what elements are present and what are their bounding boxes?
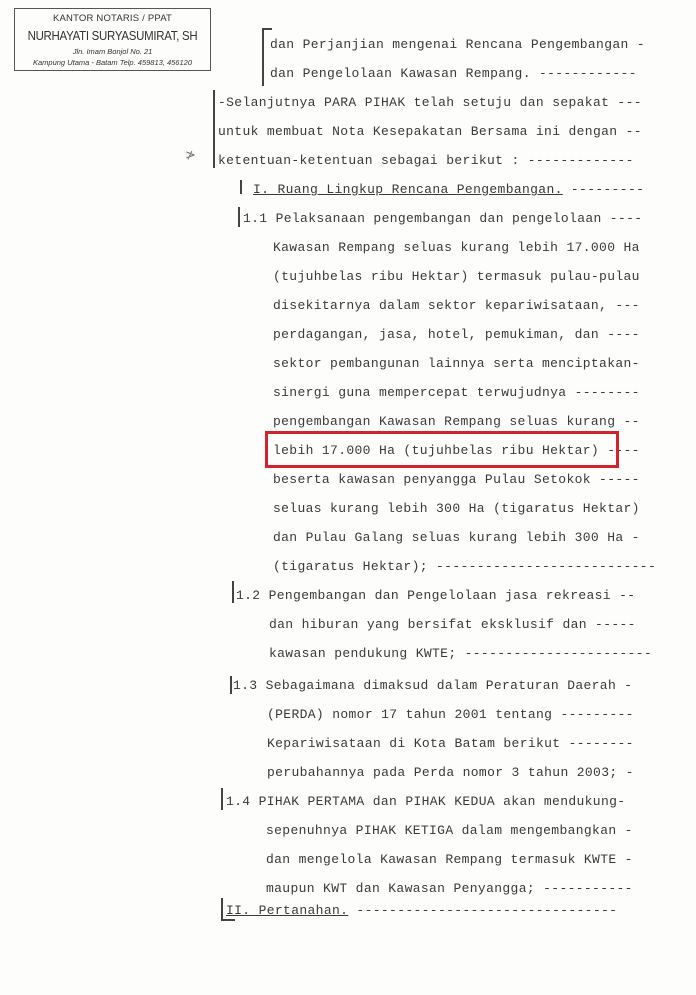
margin-bar-section-2 [221,898,223,920]
clause-1-1-line-1: 1.1 Pelaksanaan pengembangan dan pengelolaan ---- [243,211,643,226]
clause-1-2-line-1: 1.2 Pengembangan dan Pengelolaan jasa rekreasi -- [236,588,636,603]
clause-1-1-line-3: (tujuhbelas ribu Hektar) termasuk pulau-pulau [273,269,640,284]
clause-1-1-line-4: disekitarnya dalam sektor kepariwisataan, --- [273,298,640,313]
stamp-notary-name: NURHAYATI SURYASUMIRAT, SH [27,28,198,43]
stamp-contact: Kampung Utama - Batam Telp. 459813, 456120 [33,58,192,67]
clause-1-3-line-4: perubahannya pada Perda nomor 3 tahun 2003; - [267,765,634,780]
clause-1-2-line-3: kawasan pendukung KWTE; ----------------------- [269,646,653,661]
clause-1-4-line-4: maupun KWT dan Kawasan Penyangga; ----------- [266,881,633,896]
clause-1-1-line-7: sinergi guna mempercepat terwujudnya -------- [273,385,640,400]
notary-stamp [14,8,211,71]
clause-1-4-line-1: 1.4 PIHAK PERTAMA dan PIHAK KEDUA akan mendukung- [226,794,626,809]
margin-tick-top [262,28,272,30]
margin-tick-section-2 [221,919,235,921]
highlight-annotation-box [265,431,619,468]
margin-bar-1-2 [232,581,234,603]
clause-1-1-line-13: (tigaratus Hektar); --------------------------- [273,559,657,574]
section-2-fill: -------------------------------- [348,903,618,918]
clause-1-1-line-6: sektor pembangunan lainnya serta menciptakan- [273,356,640,371]
clause-1-1-line-11: seluas kurang lebih 300 Ha (tigaratus Hektar) [273,501,640,516]
margin-bar-top [262,28,264,86]
doc-line-03: -Selanjutnya PARA PIHAK telah setuju dan sepakat --- [218,95,642,110]
margin-bar-paragraph [213,90,215,168]
clause-1-3-line-2: (PERDA) nomor 17 tahun 2001 tentang --------- [267,707,634,722]
section-2-heading [226,903,617,919]
clause-1-3-line-1: 1.3 Sebagaimana dimaksud dalam Peraturan Daerah - [233,678,633,693]
clause-1-3-line-3: Kepariwisataan di Kota Batam berikut -------- [267,736,634,751]
margin-bar-1-1 [238,207,240,227]
section-1-heading [253,182,644,198]
clause-1-1-line-9: lebih 17.000 Ha (tujuhbelas ribu Hektar) ---- [273,443,640,458]
clause-1-1-line-8: pengembangan Kawasan Rempang seluas kurang -- [273,414,640,429]
stamp-office-title: KANTOR NOTARIS / PPAT [52,13,173,24]
section-1-title: I. Ruang Lingkup Rencana Pengembangan. [253,182,563,197]
margin-scribble-mark: ≯ [185,148,196,163]
doc-line-04: untuk membuat Nota Kesepakatan Bersama ini dengan -- [218,124,642,139]
clause-1-4-line-3: dan mengelola Kawasan Rempang termasuk KWTE - [266,852,633,867]
clause-1-1-line-5: perdagangan, jasa, hotel, pemukiman, dan ---- [273,327,640,342]
stamp-address: Jln. Imam Bonjol No. 21 [72,47,153,56]
margin-bar-1-4 [221,788,223,810]
doc-line-05: ketentuan-ketentuan sebagai berikut : ------------- [218,153,634,168]
clause-1-1-line-10: beserta kawasan penyangga Pulau Setokok ----- [273,472,640,487]
doc-line-02: dan Pengelolaan Kawasan Rempang. ------------ [270,66,637,81]
margin-bar-1-3 [230,676,232,694]
clause-1-4-line-2: sepenuhnya PIHAK KETIGA dalam mengembangkan - [266,823,633,838]
section-2-title: II. Pertanahan. [226,903,349,918]
section-1-fill: --------- [562,182,645,197]
clause-1-1-line-12: dan Pulau Galang seluas kurang lebih 300 Ha - [273,530,640,545]
margin-bar-section-1 [240,180,242,194]
doc-line-01: dan Perjanjian mengenai Rencana Pengembangan - [270,37,645,52]
clause-1-2-line-2: dan hiburan yang bersifat eksklusif dan ----- [269,617,636,632]
clause-1-1-line-2: Kawasan Rempang seluas kurang lebih 17.000 Ha [273,240,640,255]
